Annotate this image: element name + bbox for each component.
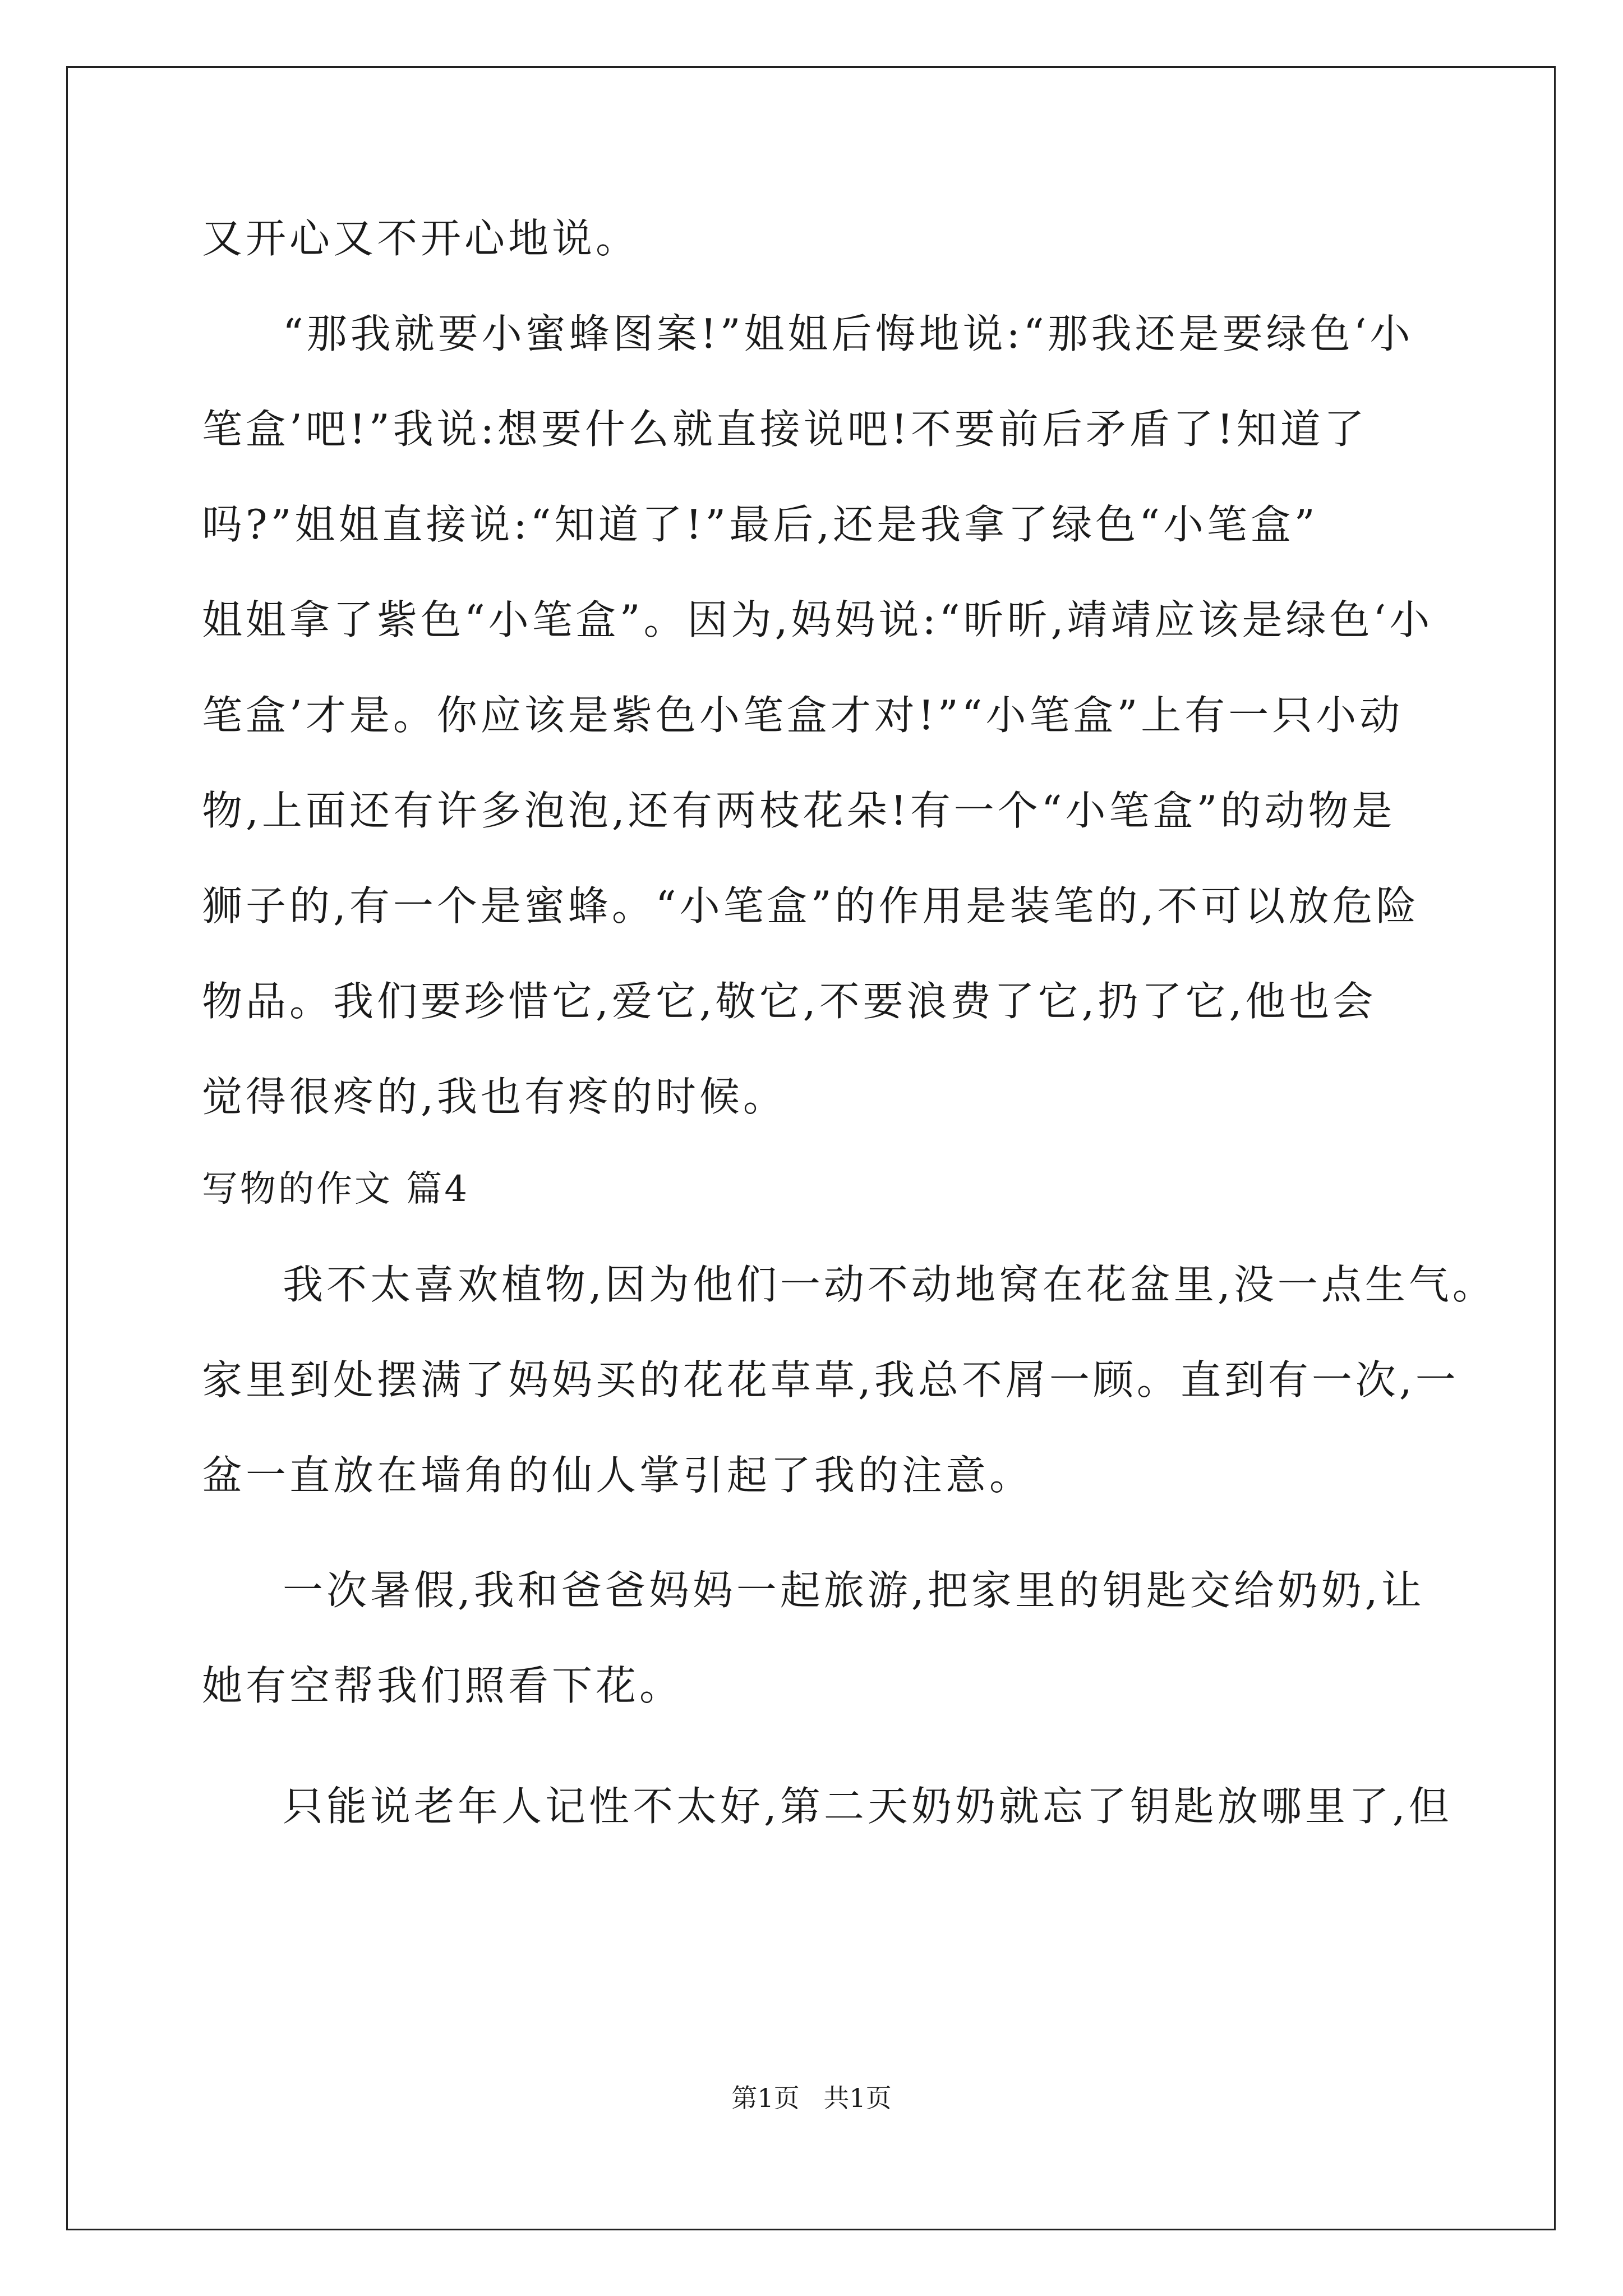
paragraph-line: 吗?”姐姐直接说:“知道了!”最后,还是我拿了绿色“小笔盒”: [202, 501, 1318, 548]
paragraph-line: 盆一直放在墙角的仙人掌引起了我的注意。: [202, 1452, 1034, 1499]
page-number-current: 第1页: [731, 2083, 800, 2113]
paragraph-line: 家里到处摆满了妈妈买的花花草草,我总不屑一顾。直到有一次,一: [202, 1356, 1459, 1404]
paragraph-line: 觉得很疼的,我也有疼的时候。: [202, 1073, 787, 1120]
paragraph-line: 一次暑假,我和爸爸妈妈一起旅游,把家里的钥匙交给奶奶,让: [283, 1567, 1425, 1614]
paragraph-line: 姐姐拿了紫色“小笔盒”。因为,妈妈说:“昕昕,靖靖应该是绿色‘小: [202, 596, 1433, 643]
paragraph-line: 笔盒’才是。你应该是紫色小笔盒才对!”“小笔盒”上有一只小动: [202, 692, 1404, 739]
page-border: [66, 66, 1556, 2230]
paragraph-line: 又开心又不开心地说。: [202, 215, 640, 262]
paragraph-line: 狮子的,有一个是蜜蜂。“小笔盒”的作用是装笔的,不可以放危险: [202, 882, 1420, 930]
paragraph-line: 只能说老年人记性不太好,第二天奶奶就忘了钥匙放哪里了,但: [283, 1783, 1453, 1830]
paragraph-line: 她有空帮我们照看下花。: [202, 1662, 684, 1709]
paragraph-line: 物,上面还有许多泡泡,还有两枝花朵!有一个“小笔盒”的动物是: [202, 787, 1396, 834]
paragraph-line: 物品。我们要珍惜它,爱它,敬它,不要浪费了它,扔了它,他也会: [202, 978, 1377, 1025]
section-heading: 写物的作文 篇4: [202, 1168, 470, 1210]
paragraph-line: 我不太喜欢植物,因为他们一动不动地窝在花盆里,没一点生气。: [283, 1261, 1496, 1308]
paragraph-line: “那我就要小蜜蜂图案!”姐姐后悔地说:“那我还是要绿色‘小: [283, 310, 1414, 357]
paragraph-line: 笔盒’吧!”我说:想要什么就直接说吧!不要前后矛盾了!知道了: [202, 406, 1368, 453]
page-footer: [0, 2081, 1623, 2115]
page-number-total: 共1页: [823, 2083, 892, 2113]
